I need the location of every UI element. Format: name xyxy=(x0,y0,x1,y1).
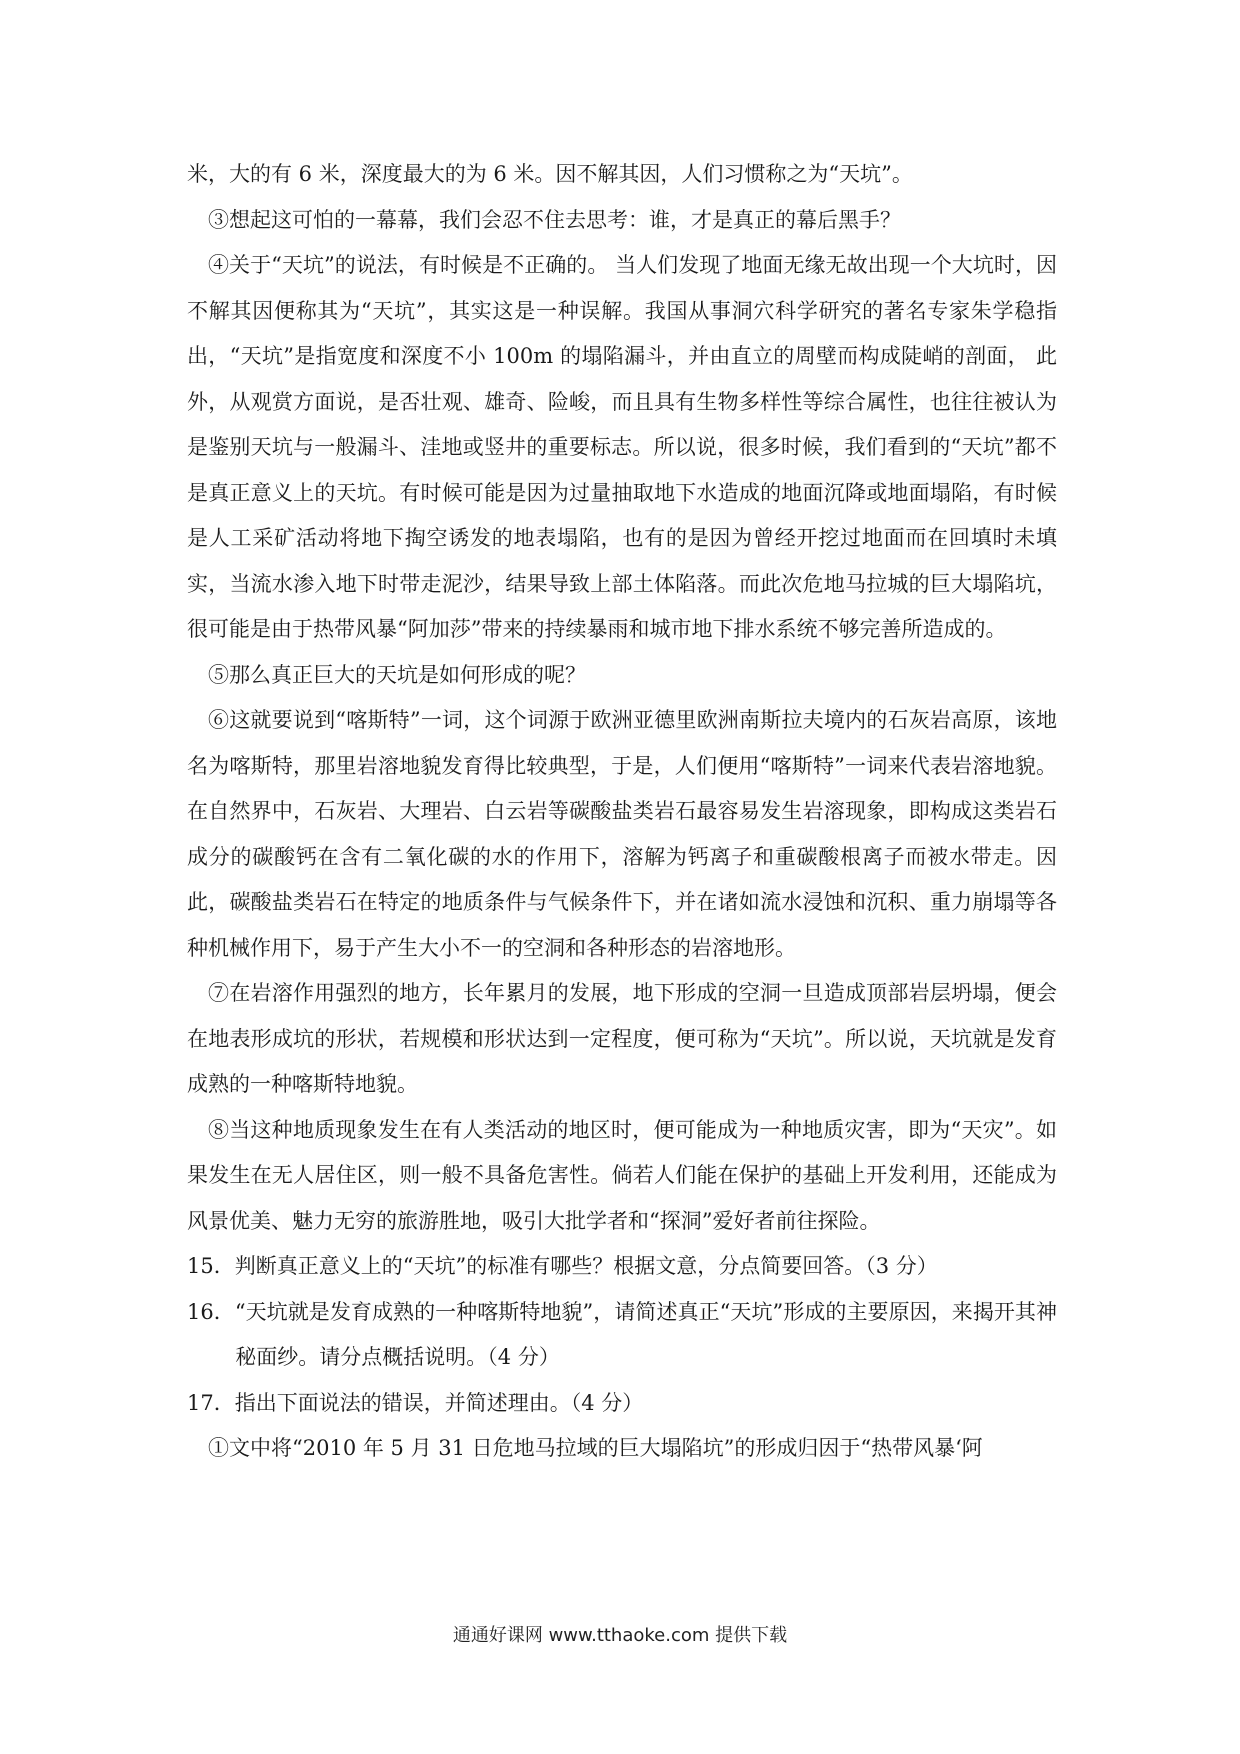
paragraph-4: ④关于“天坑”的说法，有时候是不正确的。 当人们发现了地面无缘无故出现一个大坑时，因不解其因便称其为“天坑”，其实这是一种误解。我国从事洞穴科学研究的著名专家朱学稳指出，“天坑”是指宽度和深度不小 100m 的塌陷漏斗，并由直立的周壁而构成陡峭的剖面， 此外，从观赏方面说，是否壮观、雄奇、险峻，而且具有生物多样性等综合属性，也往往被认为是鉴别天坑与一般漏斗、洼地或竖井的重要标志。所以说，很多时候，我们看到的“天坑”都不是真正意义上的天坑。有时候可能是因为过量抽取地下水造成的地面沉降或地面塌陷，有时候是人工采矿活动将地下掏空诱发的地表塌陷，也有的是因为曾经开挖过地面而在回填时未填实，当流水渗入地下时带走泥沙，结果导致上部土体陷落。而此次危地马拉城的巨大塌陷坑，很可能是由于热带风暴“阿加莎”带来的持续暴雨和城市地下排水系统不够完善所造成的。 xyxy=(187,253,1057,641)
question-16: 16．“天坑就是发育成熟的一种喀斯特地貌”，请简述真正“天坑”形成的主要原因，来揭开其神秘面纱。请分点概括说明。（4 分） xyxy=(187,1299,1057,1369)
article-body xyxy=(187,152,1057,1472)
question-15: 15．判断真正意义上的“天坑”的标准有哪些？根据文意，分点简要回答。（3 分） xyxy=(187,1254,938,1278)
question-17-item-1: ①文中将“2010 年 5 月 31 日危地马拉域的巨大塌陷坑”的形成归因于“热带风暴‘阿 xyxy=(208,1436,983,1460)
question-17: 17．指出下面说法的错误，并简述理由。（4 分） xyxy=(187,1390,644,1415)
paragraph-7: ⑦在岩溶作用强烈的地方，长年累月的发展，地下形成的空洞一旦造成顶部岩层坍塌，便会在地表形成坑的形状，若规模和形状达到一定程度，便可称为“天坑”。所以说，天坑就是发育成熟的一种喀斯特地貌。 xyxy=(187,981,1057,1096)
paragraph-5: ⑤那么真正巨大的天坑是如何形成的呢？ xyxy=(208,662,586,687)
paragraph-intro-tail: 米，大的有 6 米，深度最大的为 6 米。因不解其因，人们习惯称之为“天坑”。 xyxy=(187,162,913,186)
paragraph-6: ⑥这就要说到“喀斯特”一词，这个词源于欧洲亚德里欧洲南斯拉夫境内的石灰岩高原，该地名为喀斯特，那里岩溶地貌发育得比较典型，于是，人们便用“喀斯特”一词来代表岩溶地貌。在自然界中，石灰岩、大理岩、白云岩等碳酸盐类岩石最容易发生岩溶现象，即构成这类岩石成分的碳酸钙在含有二氧化碳的水的作用下，溶解为钙离子和重碳酸根离子而被水带走。因此，碳酸盐类岩石在特定的地质条件与气候条件下，并在诸如流水浸蚀和沉积、重力崩塌等各种机械作用下，易于产生大小不一的空洞和各种形态的岩溶地形。 xyxy=(187,708,1057,960)
page-footer: 通通好课网 www.tthaoke.com 提供下载 xyxy=(452,1625,788,1646)
paragraph-8: ⑧当这种地质现象发生在有人类活动的地区时，便可能成为一种地质灾害，即为“天灾”。如果发生在无人居住区，则一般不具备危害性。倘若人们能在保护的基础上开发利用，还能成为风景优美、魅力无穷的旅游胜地，吸引大批学者和“探洞”爱好者前往探险。 xyxy=(187,1117,1057,1233)
paragraph-3: ③想起这可怕的一幕幕，我们会忍不住去思考：谁，才是真正的幕后黑手？ xyxy=(208,207,901,232)
